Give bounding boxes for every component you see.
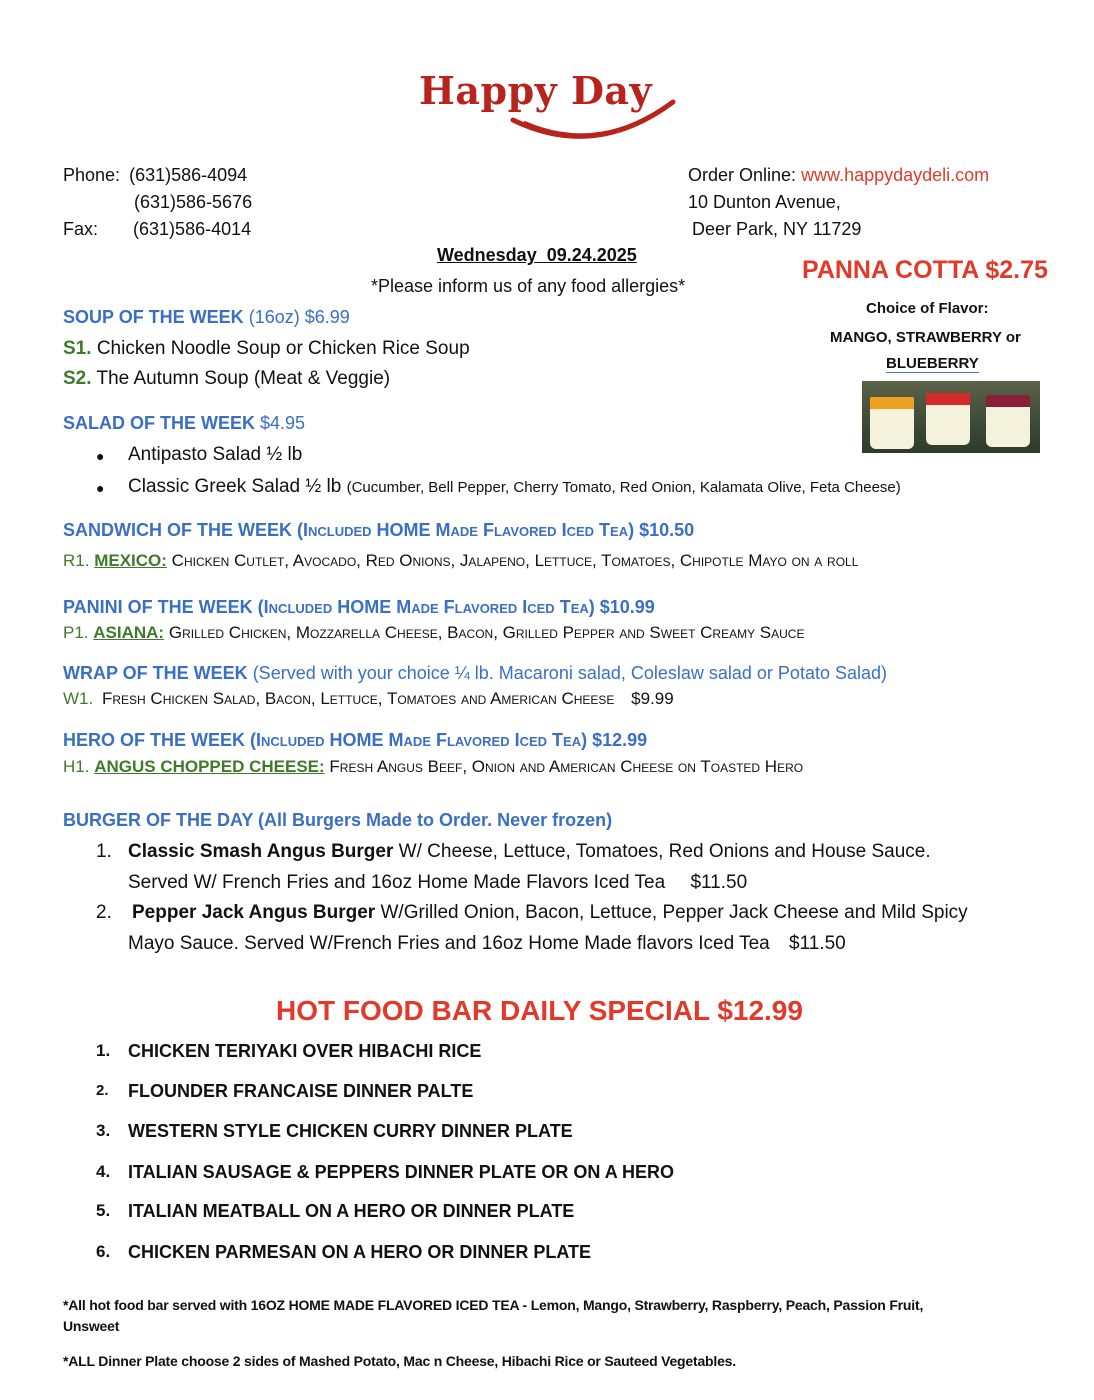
burger-item-name: Pepper Jack Angus Burger <box>132 902 376 923</box>
wrap-code: W1. <box>63 689 94 708</box>
burger-item-2-line-1 <box>132 902 968 924</box>
salad-heading-title: SALAD OF THE WEEK <box>63 413 255 433</box>
hot-item-1: CHICKEN TERIYAKI OVER HIBACHI RICE <box>128 1041 482 1061</box>
panna-cotta-title: PANNA COTTA $2.75 <box>802 256 1048 284</box>
burger-heading: BURGER OF THE DAY (All Burgers Made to Order. Never frozen) <box>63 810 613 830</box>
order-online-line <box>688 165 989 186</box>
sandwich-desc: Chicken Cutlet, Avocado, Red Onions, Jalapeno, Lettuce, Tomatoes, Chipotle Mayo on a roll <box>171 551 859 570</box>
hot-item-3: WESTERN STYLE CHICKEN CURRY DINNER PLATE <box>128 1121 573 1141</box>
salad-heading <box>63 413 305 434</box>
salad-item-text: Classic Greek Salad ½ lb <box>128 476 342 497</box>
soup-item-code: S2. <box>63 368 92 389</box>
panini-desc: Grilled Chicken, Mozzarella Cheese, Bacon, Grilled Pepper and Sweet Creamy Sauce <box>168 623 805 642</box>
burger-item-desc-2: Served W/ French Fries and 16oz Home Made Flavors Iced Tea <box>128 872 666 893</box>
wrap-item <box>63 689 674 709</box>
panna-cotta-photo <box>862 381 1040 453</box>
hot-item-3-number: 3. <box>96 1121 111 1140</box>
hero-desc: Fresh Angus Beef, Onion and American Cheese on Toasted Hero <box>329 757 804 776</box>
soup-item-2 <box>63 368 390 390</box>
allergy-note: *Please inform us of any food allergies* <box>371 276 686 296</box>
sandwich-code: R1. <box>63 551 90 570</box>
hot-item-2-number: 2. <box>96 1082 109 1099</box>
soup-item-text: The Autumn Soup (Meat & Veggie) <box>96 368 391 389</box>
phone-number-2: (631)586-5676 <box>134 192 253 212</box>
hero-item <box>63 757 803 777</box>
panini-item <box>63 623 804 643</box>
burger-item-1-number: 1. <box>96 841 112 862</box>
menu-date: Wednesday 09.24.2025 <box>437 245 637 265</box>
footnote-2: *ALL Dinner Plate choose 2 sides of Mashed Potato, Mac n Cheese, Hibachi Rice or Sauteed Vegetables. <box>63 1353 736 1369</box>
hot-item-6-number: 6. <box>96 1242 111 1261</box>
hot-item-6: CHICKEN PARMESAN ON A HERO OR DINNER PLATE <box>128 1242 592 1262</box>
soup-item-text: Chicken Noodle Soup or Chicken Rice Soup <box>96 338 470 359</box>
panna-cotta-flavors-2: BLUEBERRY <box>886 355 979 372</box>
mango-cup <box>870 397 914 449</box>
bullet-icon: ● <box>96 448 105 464</box>
soup-heading <box>63 307 350 328</box>
burger-item-2-number: 2. <box>96 902 112 923</box>
wrap-heading <box>63 663 887 684</box>
burger-item-desc: W/ Cheese, Lettuce, Tomatoes, Red Onions and House Sauce. <box>398 841 931 862</box>
logo-text: Happy Day <box>419 68 653 113</box>
bullet-icon: ● <box>96 480 105 496</box>
hot-item-2: FLOUNDER FRANCAISE DINNER PALTE <box>128 1081 474 1101</box>
panini-heading: PANINI OF THE WEEK (Included HOME Made Flavored Iced Tea) $10.99 <box>63 597 655 617</box>
salad-price: $4.95 <box>260 413 306 433</box>
wrap-desc: Fresh Chicken Salad, Bacon, Lettuce, Tomatoes and American Cheese <box>101 689 615 708</box>
blueberry-cup <box>986 395 1030 447</box>
fax-line <box>63 219 251 240</box>
burger-item-name: Classic Smash Angus Burger <box>128 841 394 862</box>
wrap-heading-detail: (Served with your choice ¼ lb. Macaroni salad, Coleslaw salad or Potato Salad) <box>252 663 888 683</box>
hot-item-4-number: 4. <box>96 1162 111 1181</box>
sandwich-name: MEXICO: <box>94 551 167 570</box>
hot-food-title: HOT FOOD BAR DAILY SPECIAL $12.99 <box>276 995 803 1026</box>
salad-item-note: (Cucumber, Bell Pepper, Cherry Tomato, Red Onion, Kalamata Olive, Feta Cheese) <box>346 479 901 496</box>
order-online-link[interactable]: www.happydaydeli.com <box>801 165 990 185</box>
hot-item-5-number: 5. <box>96 1201 111 1220</box>
order-online-label: Order Online: <box>688 165 797 185</box>
fax-label: Fax: <box>63 219 99 239</box>
hot-item-5: ITALIAN MEATBALL ON A HERO OR DINNER PLATE <box>128 1201 575 1221</box>
burger-item-2-line-2 <box>128 933 846 955</box>
salad-item-2 <box>128 476 901 498</box>
soup-item-code: S1. <box>63 338 92 359</box>
sandwich-heading: SANDWICH OF THE WEEK (Included HOME Made Flavored Iced Tea) $10.50 <box>63 520 695 540</box>
soup-heading-title: SOUP OF THE WEEK <box>63 307 244 327</box>
wrap-price: $9.99 <box>631 689 674 708</box>
address-line-2: Deer Park, NY 11729 <box>692 219 862 239</box>
burger-item-1-line-1 <box>128 841 931 863</box>
wrap-heading-title: WRAP OF THE WEEK <box>63 663 248 683</box>
phone-line-1 <box>63 165 247 186</box>
hero-code: H1. <box>63 757 90 776</box>
happy-day-logo <box>405 58 705 148</box>
salad-item-1: Antipasto Salad ½ lb <box>128 444 303 465</box>
sandwich-item <box>63 551 858 571</box>
burger-item-desc: W/Grilled Onion, Bacon, Lettuce, Pepper Jack Cheese and Mild Spicy <box>380 902 968 923</box>
soup-item-1 <box>63 338 470 360</box>
burger-item-1-line-2 <box>128 872 747 894</box>
phone-label: Phone: <box>63 165 121 185</box>
panna-cotta-flavors-1: MANGO, STRAWBERRY or <box>830 329 1021 346</box>
burger-item-desc-2: Mayo Sauce. Served W/French Fries and 16oz Home Made flavors Iced Tea <box>128 933 770 954</box>
panini-name: ASIANA: <box>93 623 165 642</box>
soup-heading-detail: (16oz) $6.99 <box>248 307 350 327</box>
fax-number: (631)586-4014 <box>133 219 252 239</box>
hero-name: ANGUS CHOPPED CHEESE: <box>94 757 325 776</box>
panna-cotta-subtitle: Choice of Flavor: <box>866 300 989 317</box>
burger-item-price: $11.50 <box>789 933 846 954</box>
logo-smile-swoosh <box>405 58 705 148</box>
hero-heading: HERO OF THE WEEK (Included HOME Made Flavored Iced Tea) $12.99 <box>63 730 648 750</box>
panini-code: P1. <box>63 623 89 642</box>
hot-item-1-number: 1. <box>96 1041 111 1060</box>
footnote-1-line-2: Unsweet <box>63 1318 120 1334</box>
strawberry-cup <box>926 393 970 445</box>
footnote-1-line-1: *All hot food bar served with 16OZ HOME MADE FLAVORED ICED TEA - Lemon, Mango, Strawberry, Raspberry, Peach, Passion Fruit, <box>63 1297 924 1313</box>
address-line-1: 10 Dunton Avenue, <box>688 192 841 212</box>
hot-item-4: ITALIAN SAUSAGE & PEPPERS DINNER PLATE OR ON A HERO <box>128 1162 675 1182</box>
phone-number-1: (631)586-4094 <box>129 165 248 185</box>
burger-item-price: $11.50 <box>690 872 748 893</box>
